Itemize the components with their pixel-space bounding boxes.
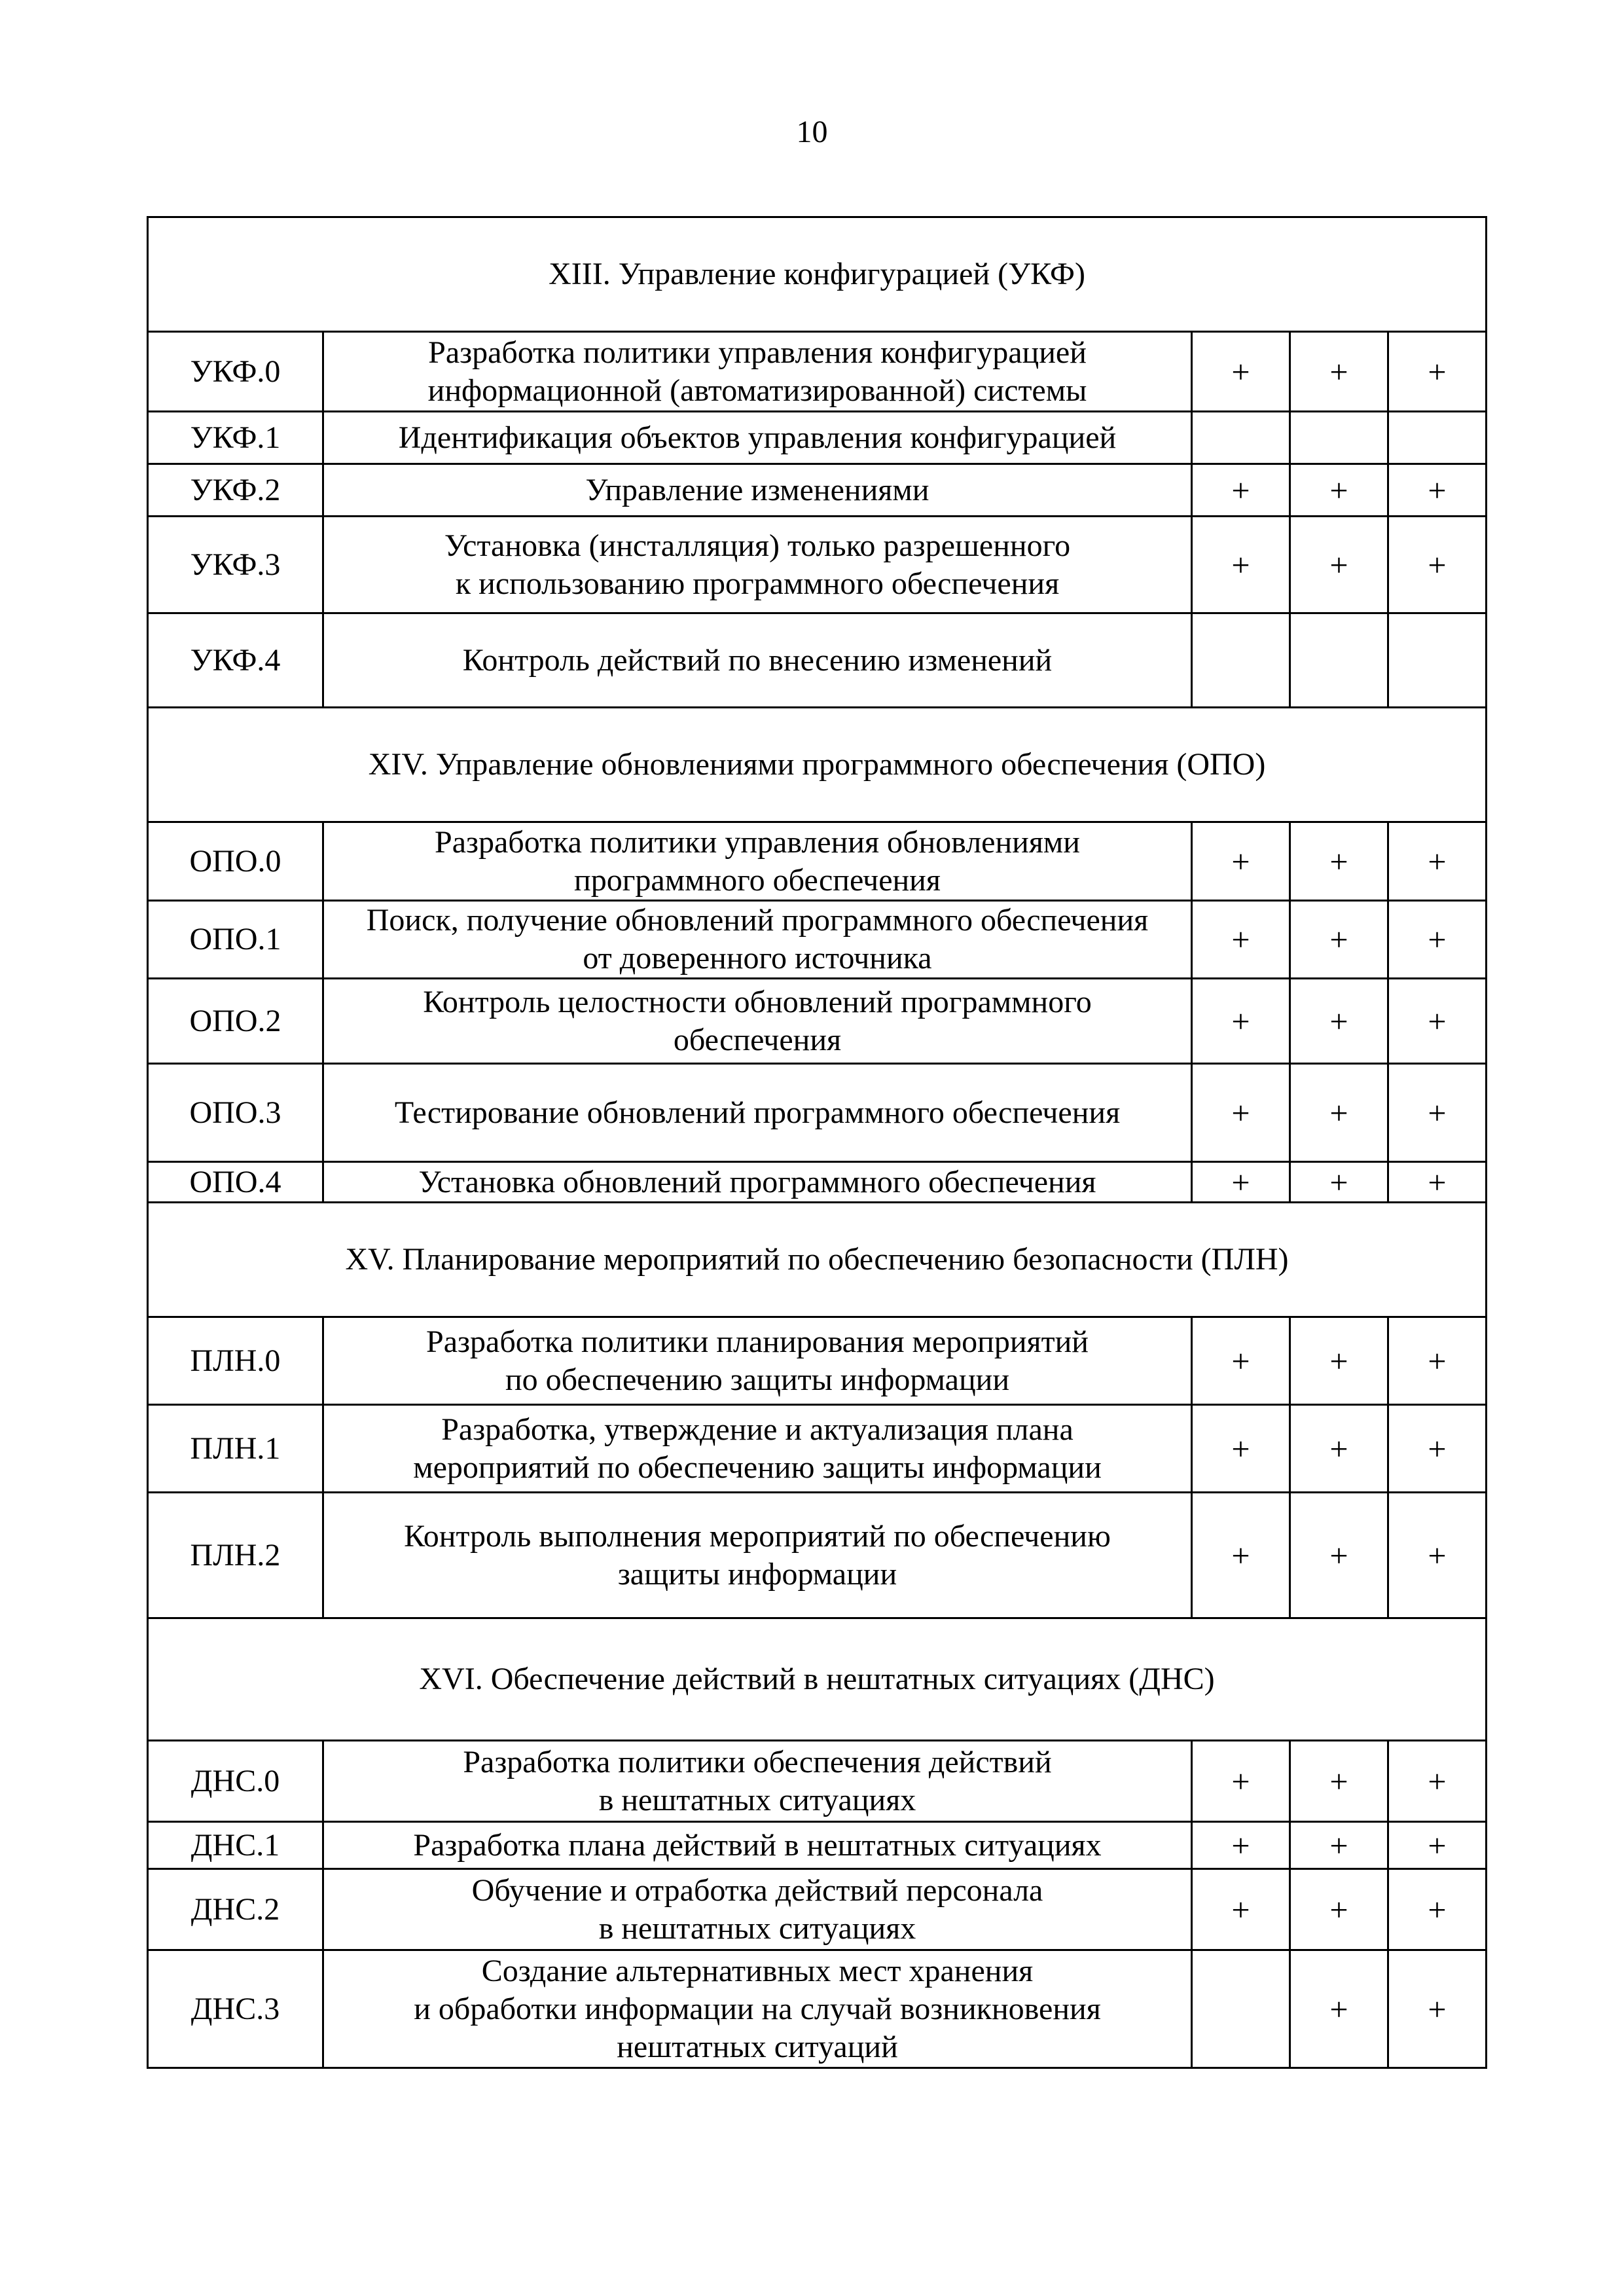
measure-code: УКФ.0 [148, 332, 323, 412]
measure-row [148, 464, 1487, 517]
protection-class-2-mark: + [1290, 1493, 1388, 1618]
measure-code: ДНС.0 [148, 1741, 323, 1822]
protection-class-2-mark: + [1290, 517, 1388, 613]
measure-row [148, 412, 1487, 464]
protection-class-1-mark: + [1192, 1869, 1290, 1950]
protection-class-2-mark: + [1290, 1405, 1388, 1493]
measure-code: ПЛН.0 [148, 1317, 323, 1405]
measure-row [148, 1317, 1487, 1405]
measure-name: Разработка политики управления обновлениями программного обеспечения [323, 822, 1192, 901]
measure-code: ДНС.3 [148, 1950, 323, 2068]
protection-class-2-mark: + [1290, 332, 1388, 412]
measure-name: Создание альтернативных мест хранения и обработки информации на случай возникновения нештатных ситуаций [323, 1950, 1192, 2068]
protection-class-3-mark: + [1388, 517, 1487, 613]
measure-row [148, 1950, 1487, 2068]
protection-class-3-mark: + [1388, 332, 1487, 412]
measure-name: Установка обновлений программного обеспечения [323, 1162, 1192, 1203]
section-title: XVI. Обеспечение действий в нештатных ситуациях (ДНС) [148, 1618, 1487, 1741]
protection-class-2-mark [1290, 412, 1388, 464]
measure-name: Разработка плана действий в нештатных ситуациях [323, 1822, 1192, 1869]
measure-name: Тестирование обновлений программного обеспечения [323, 1064, 1192, 1162]
protection-class-1-mark: + [1192, 979, 1290, 1064]
measure-row [148, 1162, 1487, 1203]
measure-name: Обучение и отработка действий персонала в нештатных ситуациях [323, 1869, 1192, 1950]
measure-code: ДНС.2 [148, 1869, 323, 1950]
section-header-row [148, 1203, 1487, 1317]
protection-class-1-mark: + [1192, 1064, 1290, 1162]
protection-class-1-mark [1192, 412, 1290, 464]
protection-class-2-mark: + [1290, 1064, 1388, 1162]
protection-class-3-mark: + [1388, 1405, 1487, 1493]
protection-class-2-mark: + [1290, 464, 1388, 517]
protection-class-3-mark: + [1388, 1741, 1487, 1822]
measure-row [148, 332, 1487, 412]
protection-class-3-mark: + [1388, 901, 1487, 979]
measure-code: ОПО.0 [148, 822, 323, 901]
section-title: XIII. Управление конфигурацией (УКФ) [148, 217, 1487, 332]
protection-class-2-mark: + [1290, 1950, 1388, 2068]
protection-class-1-mark: + [1192, 1741, 1290, 1822]
protection-class-3-mark: + [1388, 1064, 1487, 1162]
protection-class-1-mark [1192, 613, 1290, 708]
protection-class-3-mark: + [1388, 1869, 1487, 1950]
protection-class-3-mark: + [1388, 1822, 1487, 1869]
protection-class-3-mark [1388, 412, 1487, 464]
measure-row [148, 613, 1487, 708]
protection-class-1-mark [1192, 1950, 1290, 2068]
protection-class-1-mark: + [1192, 517, 1290, 613]
measures-table [147, 216, 1487, 2069]
measure-name: Управление изменениями [323, 464, 1192, 517]
protection-class-1-mark: + [1192, 332, 1290, 412]
protection-class-1-mark: + [1192, 1317, 1290, 1405]
measure-name: Разработка политики планирования мероприятий по обеспечению защиты информации [323, 1317, 1192, 1405]
protection-class-3-mark [1388, 613, 1487, 708]
measure-code: УКФ.1 [148, 412, 323, 464]
protection-class-3-mark: + [1388, 1162, 1487, 1203]
measure-row [148, 517, 1487, 613]
measure-code: ПЛН.1 [148, 1405, 323, 1493]
measure-row [148, 1822, 1487, 1869]
protection-class-3-mark: + [1388, 1317, 1487, 1405]
measure-name: Установка (инсталляция) только разрешенного к использованию программного обеспечения [323, 517, 1192, 613]
protection-class-1-mark: + [1192, 1493, 1290, 1618]
measure-name: Разработка политики обеспечения действий в нештатных ситуациях [323, 1741, 1192, 1822]
protection-class-1-mark: + [1192, 1822, 1290, 1869]
section-title: XV. Планирование мероприятий по обеспечению безопасности (ПЛН) [148, 1203, 1487, 1317]
protection-class-1-mark: + [1192, 1405, 1290, 1493]
measure-name: Разработка политики управления конфигурацией информационной (автоматизированной) системы [323, 332, 1192, 412]
measure-row [148, 1741, 1487, 1822]
protection-class-1-mark: + [1192, 464, 1290, 517]
measure-row [148, 979, 1487, 1064]
section-header-row [148, 1618, 1487, 1741]
measure-row [148, 1064, 1487, 1162]
measure-code: ОПО.1 [148, 901, 323, 979]
measure-name: Контроль выполнения мероприятий по обеспечению защиты информации [323, 1493, 1192, 1618]
measure-name: Контроль целостности обновлений программного обеспечения [323, 979, 1192, 1064]
measure-code: УКФ.2 [148, 464, 323, 517]
protection-class-3-mark: + [1388, 822, 1487, 901]
section-header-row [148, 217, 1487, 332]
measure-name: Идентификация объектов управления конфигурацией [323, 412, 1192, 464]
protection-class-3-mark: + [1388, 464, 1487, 517]
protection-class-3-mark: + [1388, 1493, 1487, 1618]
measure-code: ОПО.4 [148, 1162, 323, 1203]
measure-row [148, 901, 1487, 979]
protection-class-3-mark: + [1388, 1950, 1487, 2068]
protection-class-1-mark: + [1192, 822, 1290, 901]
protection-class-2-mark [1290, 613, 1388, 708]
section-title: XIV. Управление обновлениями программного обеспечения (ОПО) [148, 708, 1487, 822]
measure-code: ДНС.1 [148, 1822, 323, 1869]
section-header-row [148, 708, 1487, 822]
protection-class-2-mark: + [1290, 1741, 1388, 1822]
measure-code: ОПО.2 [148, 979, 323, 1064]
measure-name: Поиск, получение обновлений программного обеспечения от доверенного источника [323, 901, 1192, 979]
measure-name: Контроль действий по внесению изменений [323, 613, 1192, 708]
protection-class-2-mark: + [1290, 822, 1388, 901]
protection-class-2-mark: + [1290, 1162, 1388, 1203]
measure-code: ПЛН.2 [148, 1493, 323, 1618]
measure-row [148, 1493, 1487, 1618]
protection-class-2-mark: + [1290, 979, 1388, 1064]
measure-code: УКФ.3 [148, 517, 323, 613]
measure-code: УКФ.4 [148, 613, 323, 708]
measure-code: ОПО.3 [148, 1064, 323, 1162]
measure-name: Разработка, утверждение и актуализация плана мероприятий по обеспечению защиты информации [323, 1405, 1192, 1493]
protection-class-2-mark: + [1290, 1822, 1388, 1869]
protection-class-1-mark: + [1192, 1162, 1290, 1203]
protection-class-3-mark: + [1388, 979, 1487, 1064]
page-number: 10 [796, 115, 828, 149]
protection-class-2-mark: + [1290, 901, 1388, 979]
measure-row [148, 1869, 1487, 1950]
protection-class-2-mark: + [1290, 1869, 1388, 1950]
measure-row [148, 822, 1487, 901]
measure-row [148, 1405, 1487, 1493]
protection-class-1-mark: + [1192, 901, 1290, 979]
protection-class-2-mark: + [1290, 1317, 1388, 1405]
